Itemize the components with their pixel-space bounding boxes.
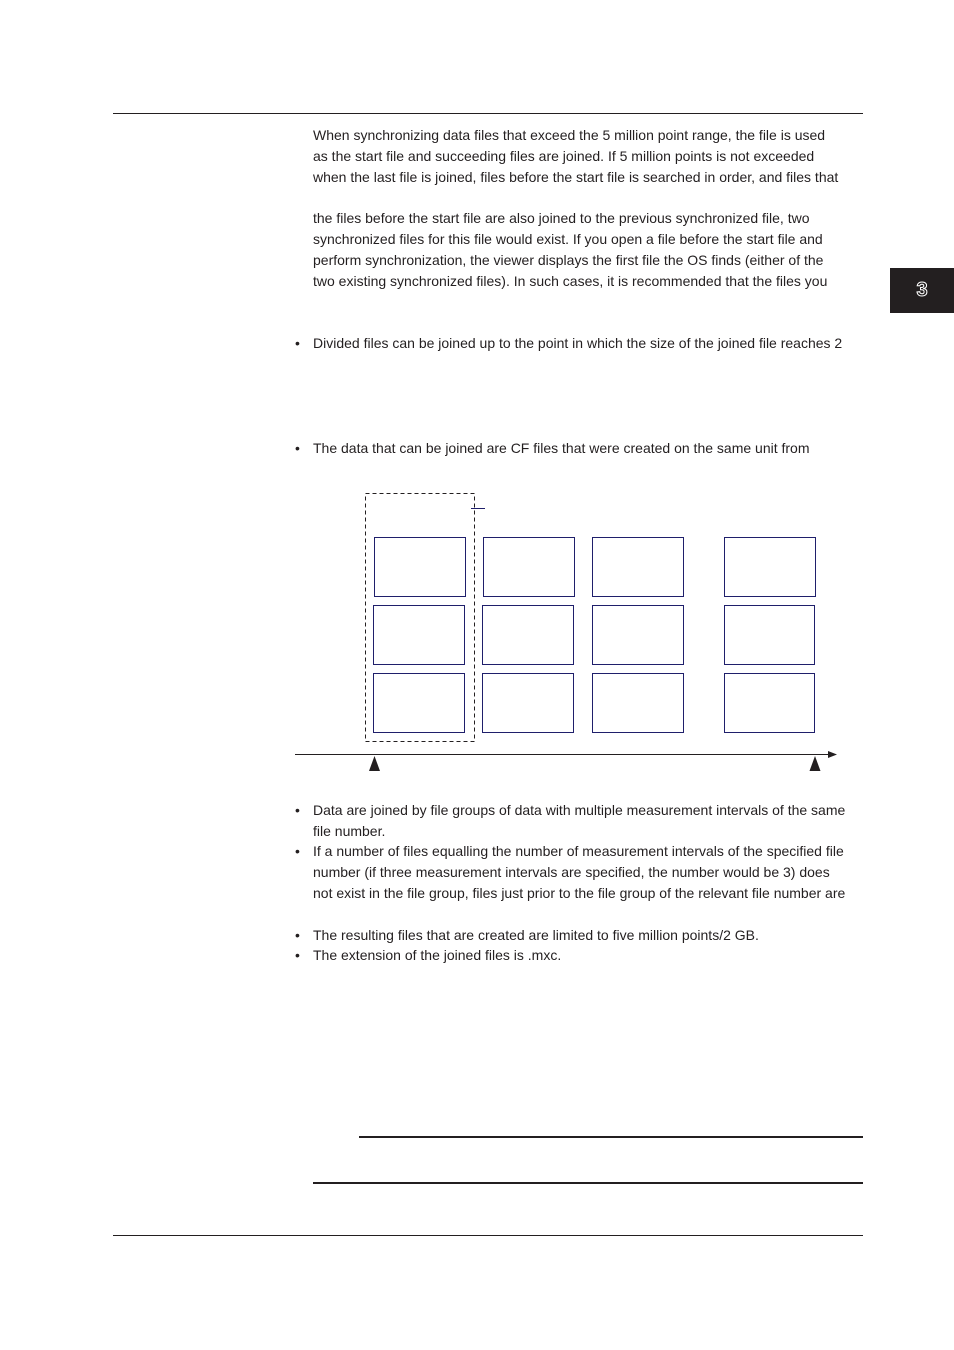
file-box [484, 538, 575, 597]
bullet-dot: • [295, 335, 300, 351]
start-marker-triangle [369, 756, 380, 771]
bullet-dot: • [295, 927, 300, 943]
bullet-dot: • [295, 802, 300, 818]
dashed-group-outline [366, 494, 475, 742]
text-line: The data that can be joined are CF files that were created on the same unit from [313, 440, 810, 456]
bullet-file-limit [295, 925, 759, 946]
chapter-tab [890, 268, 954, 313]
bullet-dot: • [295, 843, 300, 859]
text-line: If a number of files equalling the number of measurement intervals of the specified file [313, 843, 844, 859]
file-box [725, 538, 816, 597]
bullet-dot: • [295, 440, 300, 456]
bullet-dot: • [295, 947, 300, 963]
text-line: file number. [313, 823, 386, 839]
paragraph-sync-2 [313, 208, 827, 292]
text-line: Divided files can be joined up to the point in which the size of the joined file reaches 2 [313, 335, 843, 351]
bullet-divided-files [295, 333, 843, 354]
file-box [374, 674, 465, 733]
bullet-cf-files [295, 438, 810, 459]
file-box [593, 538, 684, 597]
file-box [593, 606, 684, 665]
text-line: number (if three measurement intervals are specified, the number would be 3) does [313, 864, 830, 880]
file-box [483, 606, 574, 665]
note-bottom-rule [313, 1182, 863, 1184]
bullet-file-extension [295, 945, 562, 966]
text-line: when the last file is joined, files before the start file is searched in order, and files that [313, 169, 839, 185]
bullet-file-groups [295, 800, 846, 842]
text-line: as the start file and succeeding files are joined. If 5 million points is not exceeded [313, 148, 815, 164]
end-marker-triangle [810, 756, 821, 771]
text-line: the files before the start file are also joined to the previous synchronized file, two [313, 210, 810, 226]
file-box [725, 674, 815, 733]
text-line: The extension of the joined files is .mxc. [313, 947, 562, 963]
text-line: Data are joined by file groups of data with multiple measurement intervals of the same [313, 802, 846, 818]
bullet-missing-files [295, 841, 846, 904]
file-box [483, 674, 574, 733]
time-axis-arrowhead [828, 751, 837, 758]
file-box [375, 538, 466, 597]
footer-rule [113, 1235, 863, 1236]
text-line: When synchronizing data files that exceed the 5 million point range, the file is used [313, 127, 826, 143]
paragraph-sync-1 [313, 125, 838, 188]
file-box [374, 606, 465, 665]
text-line: perform synchronization, the viewer displays the first file the OS finds (either of the [313, 252, 824, 268]
header-rule [113, 113, 863, 114]
file-box [593, 674, 684, 733]
text-line: two existing synchronized files). In such cases, it is recommended that the files you [313, 273, 828, 289]
text-line: synchronized files for this file would exist. If you open a file before the start file and [313, 231, 823, 247]
file-join-diagram [290, 488, 850, 778]
text-line: The resulting files that are created are limited to five million points/2 GB. [313, 927, 759, 943]
chapter-number: 3 [916, 279, 928, 301]
file-box [725, 606, 815, 665]
note-top-rule [359, 1136, 863, 1138]
text-line: not exist in the file group, files just prior to the file group of the relevant file number are [313, 885, 846, 901]
